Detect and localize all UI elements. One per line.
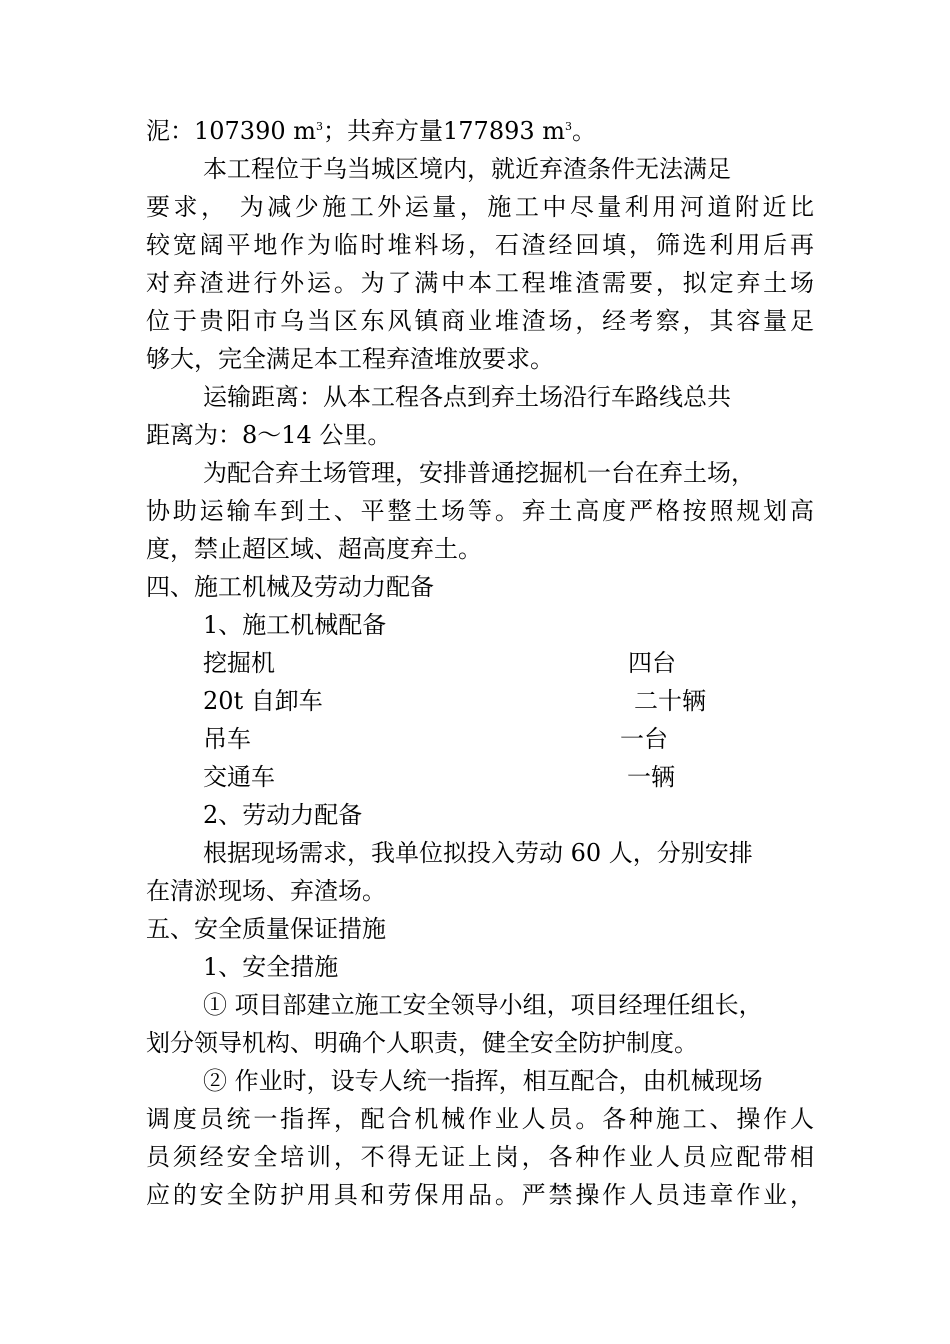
equipment-name: 吊车: [203, 725, 251, 753]
paragraph-line: 运输距离：从本工程各点到弃土场沿行车路线总共: [203, 383, 731, 411]
list-item-line: ② 作业时，设专人统一指挥，相互配合，由机械现场: [203, 1067, 763, 1095]
paragraph-line: 度，禁止超区域、超高度弃土。: [146, 535, 482, 563]
equipment-quantity: 四台: [628, 649, 676, 677]
paragraph-line: 够大，完全满足本工程弃渣堆放要求。: [146, 345, 554, 373]
list-item-line: 员须经安全培训，不得无证上岗，各种作业人员应配带相: [146, 1143, 814, 1171]
equipment-name: 20t 自卸车: [203, 687, 323, 715]
equipment-quantity: 一辆: [627, 763, 675, 791]
paragraph-line: 根据现场需求，我单位拟投入劳动 60 人，分别安排: [203, 839, 753, 867]
equipment-row: [146, 682, 814, 720]
paragraph-line: 位于贵阳市乌当区东风镇商业堆渣场，经考察，其容量足: [146, 307, 814, 335]
paragraph-line: 较宽阔平地作为临时堆料场，石渣经回填，筛选利用后再: [146, 231, 814, 259]
equipment-name: 挖掘机: [203, 649, 275, 677]
subsection-heading: 1、施工机械配备: [203, 611, 387, 639]
list-item-line: 调度员统一指挥，配合机械作业人员。各种施工、操作人: [146, 1105, 814, 1133]
text-fragment: 。: [572, 117, 597, 145]
paragraph-line: 要求， 为减少施工外运量，施工中尽量利用河道附近比: [146, 193, 814, 221]
equipment-name: 交通车: [203, 763, 275, 791]
subsection-heading: 2、劳动力配备: [203, 801, 363, 829]
paragraph-line: 为配合弃土场管理，安排普通挖掘机一台在弃土场，: [203, 459, 755, 487]
equipment-row: [146, 644, 814, 682]
list-item-line: 划分领导机构、明确个人职责，健全安全防护制度。: [146, 1029, 698, 1057]
paragraph-line: 协助运输车到土、平整土场等。弃土高度严格按照规划高: [146, 497, 814, 525]
list-item-line: 应的安全防护用具和劳保用品。严禁操作人员违章作业，: [146, 1181, 814, 1209]
subsection-heading: 1、安全措施: [203, 953, 339, 981]
list-item-line: ① 项目部建立施工安全领导小组，项目经理任组长，: [203, 991, 763, 1019]
section-heading: 五、安全质量保证措施: [146, 915, 386, 943]
paragraph-line: 距离为：8～14 公里。: [146, 421, 392, 449]
equipment-quantity: 一台: [620, 725, 668, 753]
section-heading: 四、施工机械及劳动力配备: [146, 573, 434, 601]
superscript: 3: [316, 120, 324, 133]
paragraph-line: 本工程位于乌当城区境内，就近弃渣条件无法满足: [203, 155, 731, 183]
superscript: 3: [565, 120, 573, 133]
paragraph-line: 在清淤现场、弃渣场。: [146, 877, 386, 905]
text-fragment: 泥：107390 m: [146, 117, 317, 145]
equipment-quantity: 二十辆: [634, 687, 706, 715]
document-page: [146, 112, 814, 1214]
text-line-volumes: [146, 112, 814, 150]
equipment-row: [146, 720, 814, 758]
equipment-row: [146, 758, 814, 796]
text-fragment: ；共弃方量177893 m: [323, 117, 566, 145]
paragraph-line: 对弃渣进行外运。为了满中本工程堆渣需要，拟定弃土场: [146, 269, 814, 297]
